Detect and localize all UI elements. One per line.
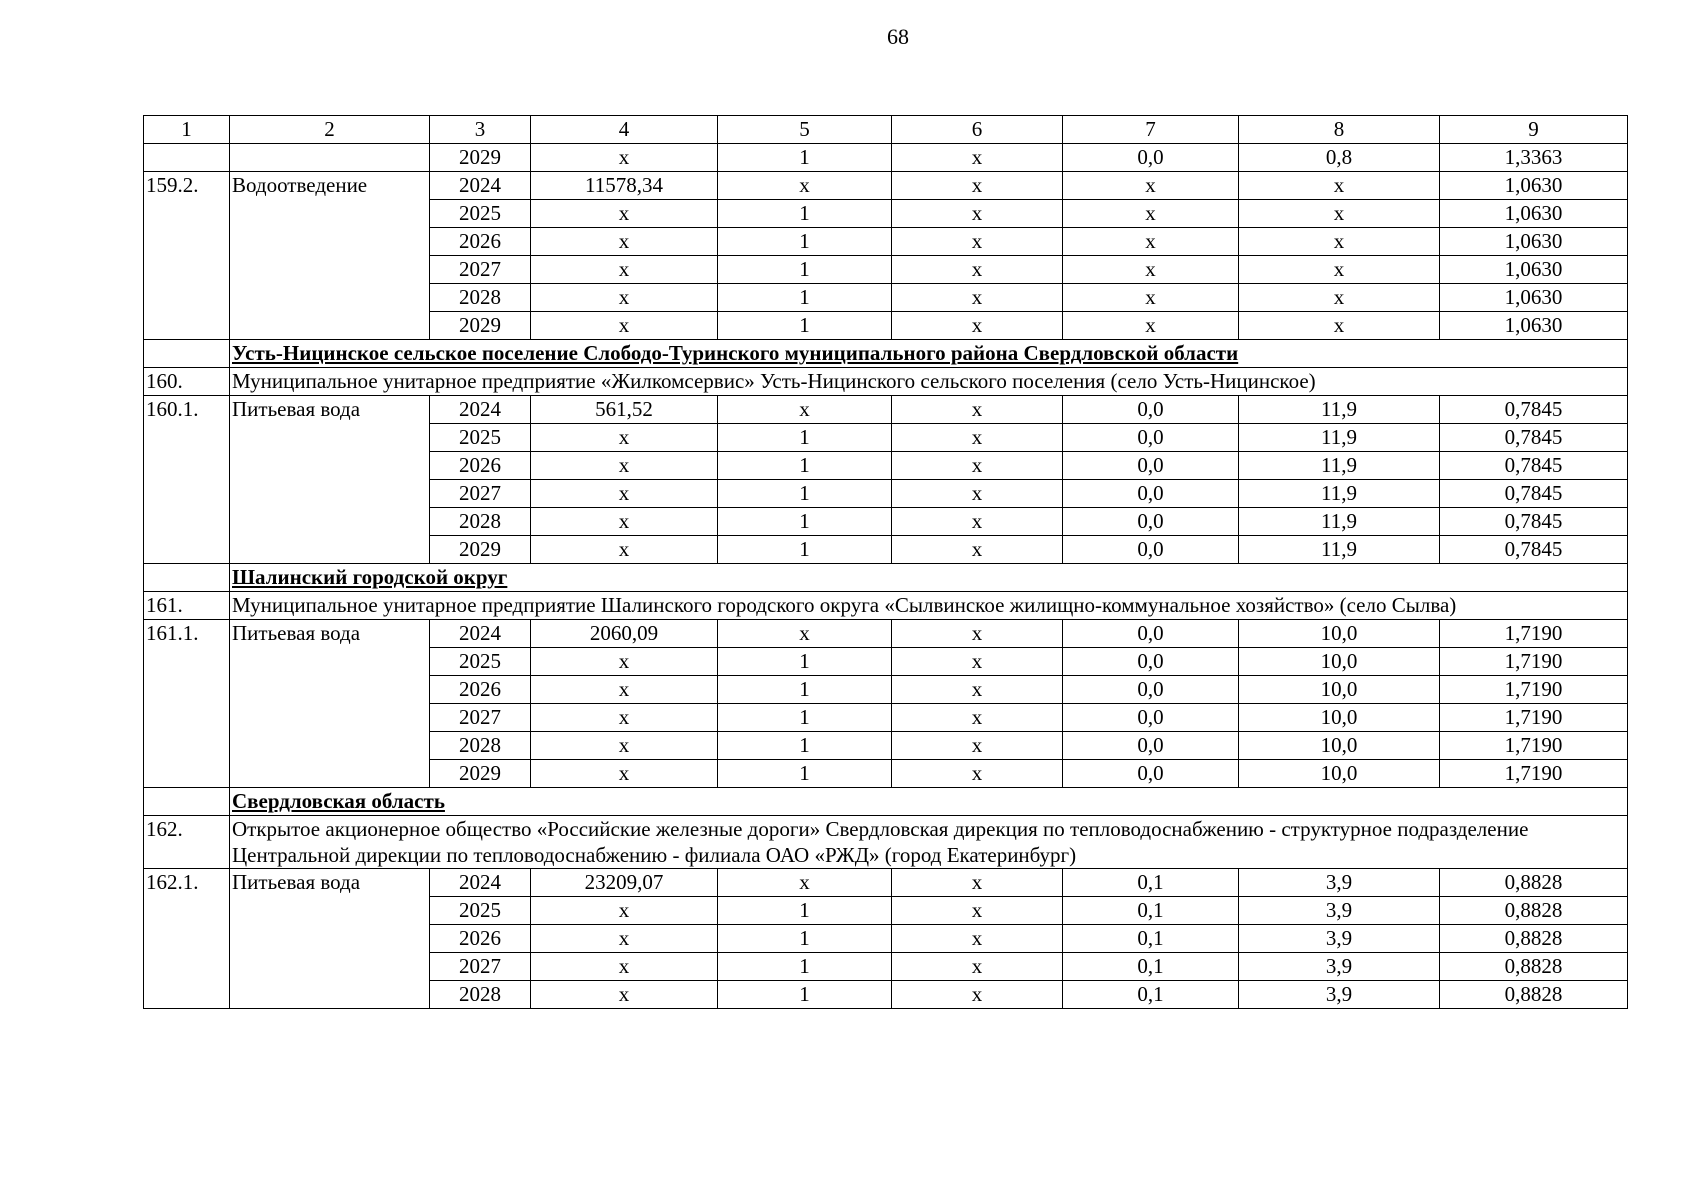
year-cell: 2024 xyxy=(430,869,531,897)
value-cell: х xyxy=(531,760,718,788)
value-cell: 1 xyxy=(718,648,892,676)
table-cell: 0,0 xyxy=(1063,144,1239,172)
header-cell: 6 xyxy=(892,116,1063,144)
value-cell: х xyxy=(531,981,718,1009)
value-cell: х xyxy=(531,228,718,256)
value-cell: 0,1 xyxy=(1063,869,1239,897)
value-cell: 0,0 xyxy=(1063,732,1239,760)
value-cell: 0,8828 xyxy=(1440,953,1628,981)
value-cell: х xyxy=(718,869,892,897)
value-cell: 11,9 xyxy=(1239,536,1440,564)
year-cell: 2028 xyxy=(430,508,531,536)
table-row xyxy=(144,396,1628,424)
value-cell: 0,7845 xyxy=(1440,452,1628,480)
value-cell: х xyxy=(892,620,1063,648)
row-number: 160. xyxy=(144,368,230,396)
header-cell: 3 xyxy=(430,116,531,144)
value-cell: х xyxy=(1239,172,1440,200)
section-title: Шалинский городской округ xyxy=(230,564,1628,592)
value-cell: х xyxy=(531,676,718,704)
value-cell: х xyxy=(1239,200,1440,228)
year-cell: 2027 xyxy=(430,953,531,981)
header-cell: 7 xyxy=(1063,116,1239,144)
value-cell: х xyxy=(892,897,1063,925)
value-cell: 1 xyxy=(718,200,892,228)
value-cell: 11,9 xyxy=(1239,424,1440,452)
value-cell: х xyxy=(892,732,1063,760)
value-cell: 0,0 xyxy=(1063,480,1239,508)
value-cell: 0,0 xyxy=(1063,424,1239,452)
value-cell: х xyxy=(892,284,1063,312)
table-body xyxy=(144,116,1628,1009)
value-cell: 11,9 xyxy=(1239,508,1440,536)
value-cell: х xyxy=(531,284,718,312)
organization-name: Муниципальное унитарное предприятие Шалинского городского округа «Сылвинское жилищно-коммунальное хозяйство» (село Сылва) xyxy=(230,592,1628,620)
organization-row xyxy=(144,592,1628,620)
value-cell: 1,7190 xyxy=(1440,732,1628,760)
value-cell: 0,7845 xyxy=(1440,424,1628,452)
value-cell: 0,7845 xyxy=(1440,508,1628,536)
value-cell: 3,9 xyxy=(1239,981,1440,1009)
table-cell: х xyxy=(892,144,1063,172)
value-cell: х xyxy=(1239,256,1440,284)
value-cell: 1,7190 xyxy=(1440,760,1628,788)
value-cell: 11,9 xyxy=(1239,480,1440,508)
value-cell: 1 xyxy=(718,480,892,508)
service-name: Водоотведение xyxy=(230,172,430,340)
value-cell: 0,1 xyxy=(1063,981,1239,1009)
year-cell: 2029 xyxy=(430,760,531,788)
year-cell: 2025 xyxy=(430,200,531,228)
value-cell: 0,7845 xyxy=(1440,396,1628,424)
header-cell: 1 xyxy=(144,116,230,144)
section-row xyxy=(144,340,1628,368)
value-cell: х xyxy=(1239,228,1440,256)
value-cell: 10,0 xyxy=(1239,676,1440,704)
value-cell: х xyxy=(892,648,1063,676)
value-cell: 0,0 xyxy=(1063,676,1239,704)
service-name: Питьевая вода xyxy=(230,869,430,1009)
value-cell: х xyxy=(531,256,718,284)
value-cell: 23209,07 xyxy=(531,869,718,897)
value-cell: х xyxy=(892,228,1063,256)
table-row xyxy=(144,620,1628,648)
table-cell: 1 xyxy=(718,144,892,172)
header-cell: 5 xyxy=(718,116,892,144)
value-cell: х xyxy=(1063,228,1239,256)
value-cell: х xyxy=(1063,312,1239,340)
tariff-table xyxy=(143,115,1628,1009)
row-number: 159.2. xyxy=(144,172,230,340)
value-cell: х xyxy=(531,452,718,480)
value-cell: 1,7190 xyxy=(1440,648,1628,676)
value-cell: 1,7190 xyxy=(1440,704,1628,732)
organization-name: Открытое акционерное общество «Российские железные дороги» Свердловская дирекция по тепловодоснабжению - структурное подразделение Центральной дирекции по тепловодоснабжению - филиала ОАО «РЖД» (город Екатеринбург) xyxy=(230,816,1628,869)
value-cell: х xyxy=(531,925,718,953)
value-cell: 11,9 xyxy=(1239,396,1440,424)
value-cell: х xyxy=(892,508,1063,536)
value-cell: 1 xyxy=(718,312,892,340)
value-cell: 1 xyxy=(718,704,892,732)
value-cell: 1,0630 xyxy=(1440,200,1628,228)
value-cell: 0,8828 xyxy=(1440,981,1628,1009)
value-cell: х xyxy=(1063,172,1239,200)
value-cell: 0,0 xyxy=(1063,648,1239,676)
section-title: Свердловская область xyxy=(230,788,1628,816)
table-cell: х xyxy=(531,144,718,172)
value-cell: 10,0 xyxy=(1239,620,1440,648)
value-cell: 0,8828 xyxy=(1440,869,1628,897)
value-cell: х xyxy=(892,172,1063,200)
value-cell: 0,8828 xyxy=(1440,897,1628,925)
value-cell: 1 xyxy=(718,981,892,1009)
organization-row xyxy=(144,368,1628,396)
table-row xyxy=(144,144,1628,172)
empty-cell xyxy=(144,340,230,368)
year-cell: 2027 xyxy=(430,256,531,284)
table-cell: 1,3363 xyxy=(1440,144,1628,172)
value-cell: 1,0630 xyxy=(1440,228,1628,256)
value-cell: х xyxy=(531,953,718,981)
value-cell: х xyxy=(892,981,1063,1009)
value-cell: х xyxy=(531,312,718,340)
value-cell: 1 xyxy=(718,424,892,452)
value-cell: х xyxy=(892,869,1063,897)
value-cell: 1,0630 xyxy=(1440,172,1628,200)
value-cell: х xyxy=(892,536,1063,564)
value-cell: 0,8828 xyxy=(1440,925,1628,953)
year-cell: 2029 xyxy=(430,536,531,564)
value-cell: х xyxy=(892,704,1063,732)
table-cell: 2029 xyxy=(430,144,531,172)
header-cell: 4 xyxy=(531,116,718,144)
value-cell: 3,9 xyxy=(1239,953,1440,981)
year-cell: 2027 xyxy=(430,480,531,508)
value-cell: 0,0 xyxy=(1063,508,1239,536)
header-row xyxy=(144,116,1628,144)
value-cell: 1,7190 xyxy=(1440,676,1628,704)
header-cell: 8 xyxy=(1239,116,1440,144)
value-cell: х xyxy=(892,925,1063,953)
section-title: Усть-Ницинское сельское поселение Слободо-Туринского муниципального района Свердловской области xyxy=(230,340,1628,368)
value-cell: х xyxy=(892,452,1063,480)
year-cell: 2024 xyxy=(430,172,531,200)
value-cell: х xyxy=(531,200,718,228)
service-name: Питьевая вода xyxy=(230,396,430,564)
value-cell: 1 xyxy=(718,508,892,536)
page-number: 68 xyxy=(887,24,909,49)
table-row xyxy=(144,172,1628,200)
value-cell: 3,9 xyxy=(1239,897,1440,925)
value-cell: 1 xyxy=(718,732,892,760)
value-cell: 0,7845 xyxy=(1440,480,1628,508)
value-cell: х xyxy=(892,424,1063,452)
year-cell: 2026 xyxy=(430,676,531,704)
year-cell: 2029 xyxy=(430,312,531,340)
value-cell: х xyxy=(1239,312,1440,340)
value-cell: х xyxy=(1063,256,1239,284)
value-cell: 0,0 xyxy=(1063,396,1239,424)
header-cell: 2 xyxy=(230,116,430,144)
value-cell: х xyxy=(718,620,892,648)
table-cell xyxy=(230,144,430,172)
table-row xyxy=(144,869,1628,897)
value-cell: 3,9 xyxy=(1239,925,1440,953)
value-cell: х xyxy=(531,536,718,564)
year-cell: 2024 xyxy=(430,620,531,648)
value-cell: 11,9 xyxy=(1239,452,1440,480)
value-cell: 3,9 xyxy=(1239,869,1440,897)
value-cell: 10,0 xyxy=(1239,704,1440,732)
value-cell: 2060,09 xyxy=(531,620,718,648)
year-cell: 2028 xyxy=(430,981,531,1009)
table-cell xyxy=(144,144,230,172)
value-cell: х xyxy=(892,676,1063,704)
value-cell: х xyxy=(1063,200,1239,228)
year-cell: 2026 xyxy=(430,228,531,256)
value-cell: х xyxy=(531,480,718,508)
value-cell: х xyxy=(892,953,1063,981)
value-cell: 1 xyxy=(718,228,892,256)
value-cell: х xyxy=(531,704,718,732)
year-cell: 2025 xyxy=(430,897,531,925)
value-cell: х xyxy=(531,648,718,676)
value-cell: 0,0 xyxy=(1063,760,1239,788)
table-cell: 0,8 xyxy=(1239,144,1440,172)
value-cell: х xyxy=(892,256,1063,284)
value-cell: 0,1 xyxy=(1063,897,1239,925)
value-cell: 561,52 xyxy=(531,396,718,424)
value-cell: 0,7845 xyxy=(1440,536,1628,564)
row-number: 161. xyxy=(144,592,230,620)
row-number: 160.1. xyxy=(144,396,230,564)
value-cell: 1,0630 xyxy=(1440,312,1628,340)
value-cell: 0,1 xyxy=(1063,925,1239,953)
value-cell: х xyxy=(718,172,892,200)
value-cell: х xyxy=(531,424,718,452)
year-cell: 2028 xyxy=(430,732,531,760)
value-cell: 0,0 xyxy=(1063,704,1239,732)
value-cell: 10,0 xyxy=(1239,732,1440,760)
header-cell: 9 xyxy=(1440,116,1628,144)
value-cell: 0,0 xyxy=(1063,620,1239,648)
year-cell: 2024 xyxy=(430,396,531,424)
value-cell: 1,7190 xyxy=(1440,620,1628,648)
value-cell: х xyxy=(531,732,718,760)
year-cell: 2026 xyxy=(430,925,531,953)
value-cell: 0,0 xyxy=(1063,452,1239,480)
row-number: 161.1. xyxy=(144,620,230,788)
value-cell: 0,1 xyxy=(1063,953,1239,981)
value-cell: 1 xyxy=(718,256,892,284)
empty-cell xyxy=(144,564,230,592)
year-cell: 2028 xyxy=(430,284,531,312)
service-name: Питьевая вода xyxy=(230,620,430,788)
value-cell: 1 xyxy=(718,760,892,788)
value-cell: х xyxy=(531,897,718,925)
row-number: 162. xyxy=(144,816,230,869)
value-cell: х xyxy=(892,200,1063,228)
section-row xyxy=(144,564,1628,592)
row-number: 162.1. xyxy=(144,869,230,1009)
value-cell: 0,0 xyxy=(1063,536,1239,564)
value-cell: х xyxy=(892,396,1063,424)
value-cell: 1 xyxy=(718,925,892,953)
value-cell: 10,0 xyxy=(1239,648,1440,676)
value-cell: 1 xyxy=(718,953,892,981)
value-cell: х xyxy=(531,508,718,536)
empty-cell xyxy=(144,788,230,816)
organization-name: Муниципальное унитарное предприятие «Жилкомсервис» Усть-Ницинского сельского поселения (село Усть-Ницинское) xyxy=(230,368,1628,396)
value-cell: 1 xyxy=(718,676,892,704)
value-cell: 1,0630 xyxy=(1440,256,1628,284)
value-cell: х xyxy=(1063,284,1239,312)
year-cell: 2025 xyxy=(430,424,531,452)
value-cell: 10,0 xyxy=(1239,760,1440,788)
value-cell: 1 xyxy=(718,536,892,564)
year-cell: 2025 xyxy=(430,648,531,676)
value-cell: 1,0630 xyxy=(1440,284,1628,312)
value-cell: х xyxy=(892,760,1063,788)
value-cell: х xyxy=(892,480,1063,508)
value-cell: х xyxy=(892,312,1063,340)
year-cell: 2026 xyxy=(430,452,531,480)
value-cell: х xyxy=(718,396,892,424)
value-cell: 1 xyxy=(718,897,892,925)
section-row xyxy=(144,788,1628,816)
organization-row xyxy=(144,816,1628,869)
value-cell: 11578,34 xyxy=(531,172,718,200)
value-cell: 1 xyxy=(718,284,892,312)
value-cell: 1 xyxy=(718,452,892,480)
year-cell: 2027 xyxy=(430,704,531,732)
value-cell: х xyxy=(1239,284,1440,312)
